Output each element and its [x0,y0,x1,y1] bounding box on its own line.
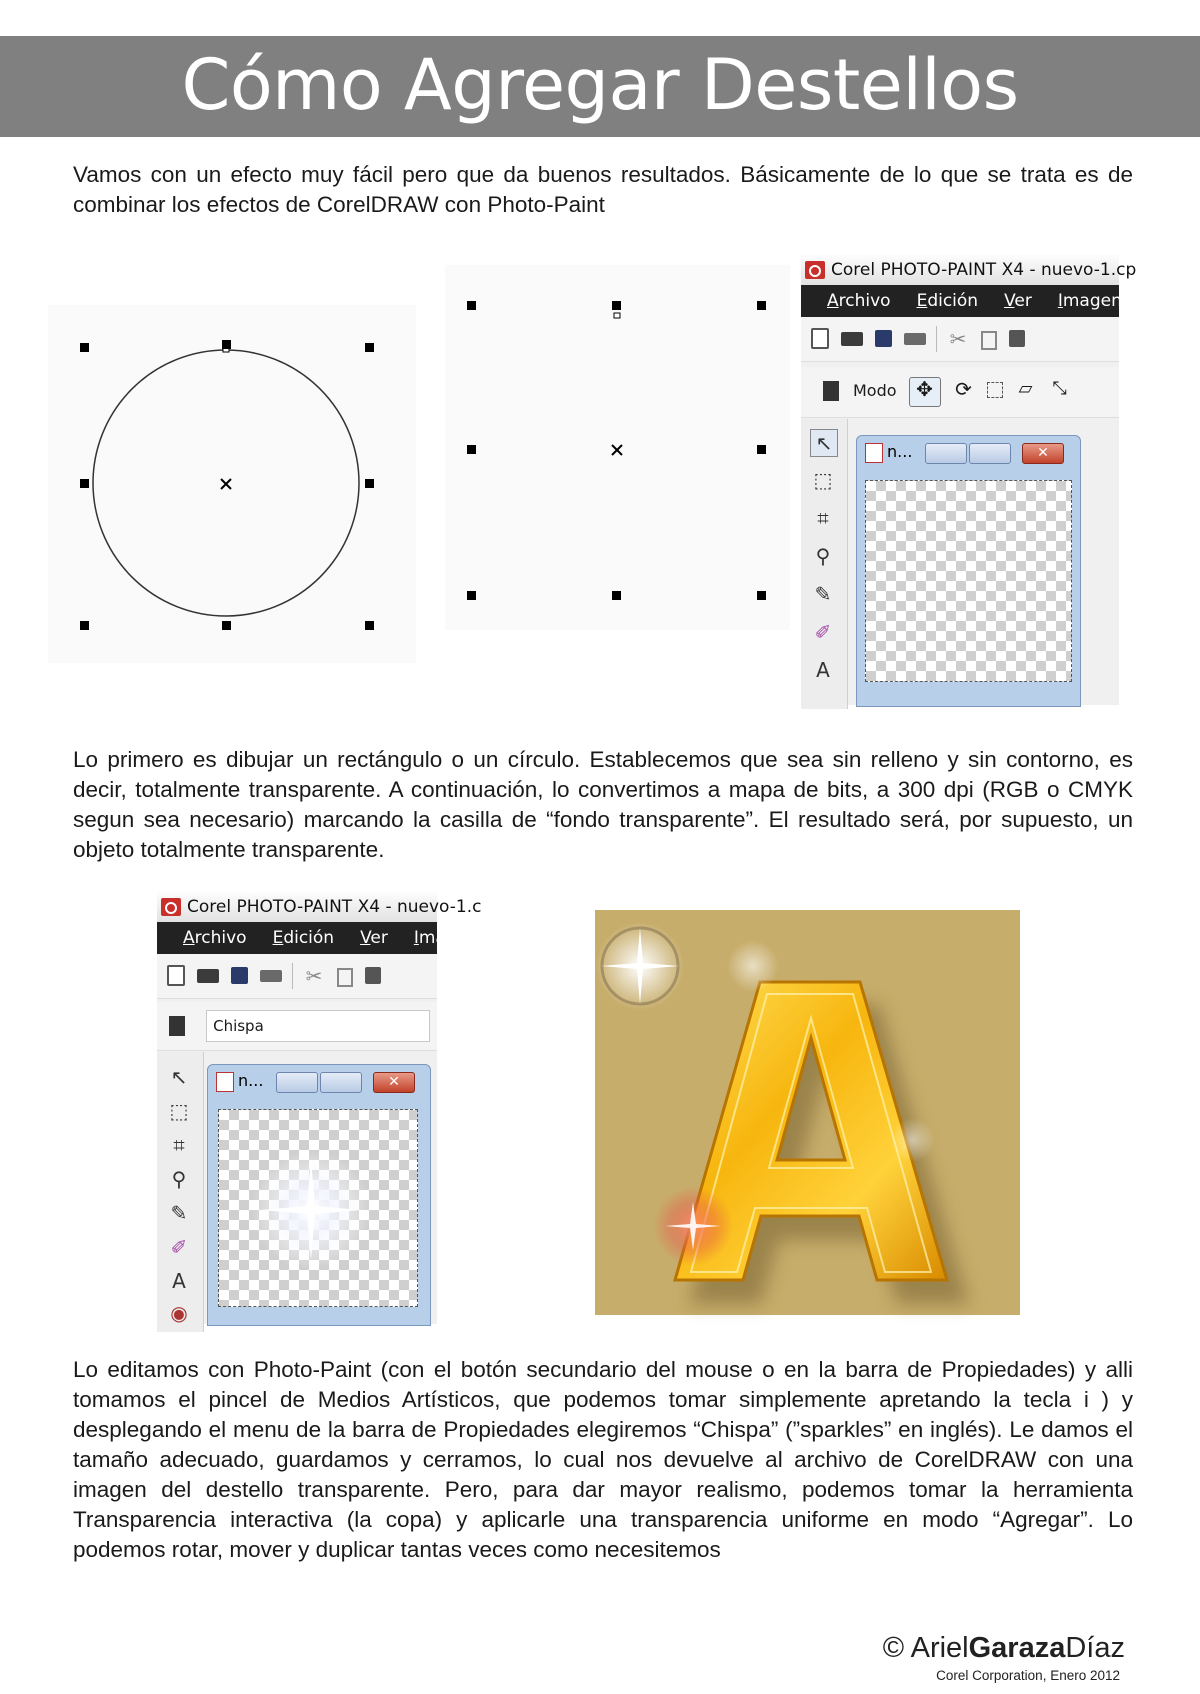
circle-shape [48,305,416,663]
title-banner [0,36,1200,137]
menu-imagen[interactable]: Imagen [1057,291,1122,311]
close-button[interactable]: ✕ [1022,443,1064,464]
standard-toolbar [157,954,437,999]
selection-handle [222,340,231,349]
sparkle-effect [219,1110,417,1306]
toolbox [157,1052,204,1332]
close-button[interactable]: ✕ [373,1072,415,1093]
gold-letter-figure [595,910,1020,1315]
menu-bar [157,922,468,954]
paste-icon[interactable] [1009,330,1025,347]
menu-bar [801,285,1122,317]
window-titlebar [157,892,482,922]
open-folder-icon[interactable] [197,969,219,983]
eraser-icon[interactable]: ✐ [170,1235,188,1259]
selection-handle [365,479,374,488]
print-icon[interactable] [260,970,282,982]
new-file-icon[interactable] [811,328,829,349]
selection-handle [222,621,231,630]
intro-paragraph: Vamos con un efecto muy fácil pero que da buenos resultados. Básicamente de lo que se trata es de combinar los efectos de CorelDRAW con Photo-Paint [73,162,1133,217]
eyedropper-icon[interactable]: ✎ [814,582,832,606]
document-title: n... [238,1071,264,1090]
standard-toolbar [801,317,1119,362]
photo-paint-window-2 [157,892,482,1325]
sparkle-canvas[interactable] [218,1109,418,1307]
window-title: Corel PHOTO-PAINT X4 - nuevo-1.c [187,897,482,917]
corporation-date: Corel Corporation, Enero 2012 [936,1668,1120,1683]
window-title: Corel PHOTO-PAINT X4 - nuevo-1.cp [831,260,1137,280]
mask-tool-icon[interactable]: ⬚ [169,1099,189,1123]
page-title: Cómo Agregar Destellos [181,44,1019,126]
corel-app-icon [161,898,181,916]
menu-archivo[interactable]: Archivo [827,291,891,311]
selection-handle [365,343,374,352]
transparent-object-figure [445,265,790,630]
zoom-tool-icon[interactable]: ⚲ [815,544,831,568]
property-bar-icon[interactable] [823,381,839,401]
crop-tool-icon[interactable]: ⌗ [173,1133,185,1157]
brush-preset-select[interactable]: Chispa [206,1010,430,1042]
gold-letter-art [595,910,1020,1315]
circle-selection-figure [48,305,416,663]
restore-button[interactable] [320,1072,362,1093]
author-credit [883,1632,1125,1665]
move-icon[interactable]: ✥ [909,377,941,407]
window-titlebar [801,255,1137,285]
step2-paragraph: Lo editamos con Photo-Paint (con el botón secundario del mouse o en la barra de Propiedades) y alli tomamos el pincel de Medios Artísticos, que podemos tomar simplemente apretando la tecla i ) y desplegando el menu de la barra de Propiedades elegiremos “Chispa” (”sparkles” en inglés). Le damos el tamaño adecuado, guardamos y cerramos, lo cual nos devuelve al archivo de CorelDRAW con una imagen del destello transparente. Pero, para dar mayor realismo, podemos tomar la herramienta Transparencia interactiva (la copa) y aplicarle una transparencia uniforme en modo “Agregar”. Lo podemos rotar, mover y duplicar tantas veces como necesitemos [73,1357,1133,1562]
pick-tool-icon[interactable]: ↖ [810,429,838,457]
save-icon[interactable] [875,330,892,347]
document-window[interactable] [856,435,1081,707]
menu-ver[interactable]: Ver [1004,291,1032,311]
zoom-tool-icon[interactable]: ⚲ [171,1167,187,1191]
copyright-symbol: © [882,1632,905,1664]
eyedropper-icon[interactable]: ✎ [170,1201,188,1225]
crop-tool-icon[interactable]: ⌗ [817,506,829,530]
selection-handle [80,621,89,630]
copy-icon[interactable] [337,968,353,987]
copy-icon[interactable] [981,331,997,350]
pick-tool-icon[interactable]: ↖ [170,1065,188,1089]
author-middle: Garaza [968,1632,1066,1664]
cut-icon[interactable]: ✂ [305,964,323,988]
rotate-icon[interactable]: ⟳ [955,377,972,401]
property-bar-icon[interactable] [169,1016,185,1036]
minimize-button[interactable] [276,1072,318,1093]
restore-button[interactable] [969,443,1011,464]
toolbox [801,419,848,709]
text-tool-icon[interactable]: A [172,1269,186,1293]
corel-app-icon [805,261,825,279]
menu-edicion[interactable]: Edición [272,928,335,948]
minimize-button[interactable] [925,443,967,464]
red-eye-icon[interactable]: ◉ [170,1301,188,1325]
selection-handle [80,343,89,352]
document-title: n... [887,442,913,461]
print-icon[interactable] [904,333,926,345]
scale-icon[interactable] [987,382,1003,398]
author-first: Ariel [910,1632,969,1664]
author-last: Díaz [1065,1632,1125,1664]
menu-ver[interactable]: Ver [360,928,388,948]
text-tool-icon[interactable]: A [816,658,830,682]
save-icon[interactable] [231,967,248,984]
photo-paint-window-1 [801,255,1137,705]
cut-icon[interactable]: ✂ [949,327,967,351]
open-folder-icon[interactable] [841,332,863,346]
document-window[interactable] [207,1064,431,1326]
menu-edicion[interactable]: Edición [916,291,979,311]
center-marker [445,265,790,630]
menu-imagen[interactable]: Image [413,928,468,948]
distort-icon[interactable]: ⤡ [1052,378,1067,399]
selection-handle [80,479,89,488]
property-bar [801,367,1119,418]
document-icon [865,443,883,463]
property-bar [157,1002,437,1051]
paste-icon[interactable] [365,967,381,984]
eraser-icon[interactable]: ✐ [814,620,832,644]
step1-paragraph: Lo primero es dibujar un rectángulo o un círculo. Establecemos que sea sin relleno y sin contorno, es decir, totalmente transparente. A continuación, lo convertimos a mapa de bits, a 300 dpi (RGB o CMYK segun sea necesario) marcando la casilla de “fondo transparente”. El resultado será, por supuesto, un objeto totalmente transparente. [73,747,1133,862]
selection-handle [365,621,374,630]
new-file-icon[interactable] [167,965,185,986]
transparent-canvas[interactable] [865,480,1072,682]
menu-archivo[interactable]: Archivo [183,928,247,948]
skew-icon[interactable]: ▱ [1018,378,1033,399]
document-icon [216,1072,234,1092]
mode-label: Modo [853,381,897,400]
mask-tool-icon[interactable]: ⬚ [813,468,833,492]
